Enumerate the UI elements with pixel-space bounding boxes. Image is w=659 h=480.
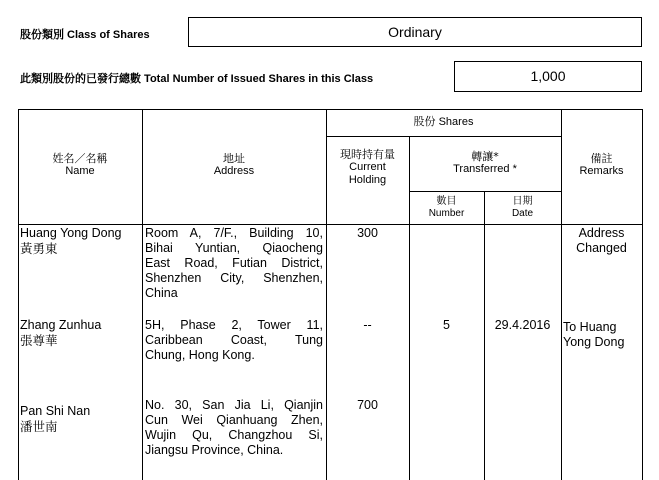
class-of-shares-field: Ordinary bbox=[188, 17, 642, 47]
row-3-current-holding: 700 bbox=[357, 398, 378, 412]
row-1-address bbox=[145, 226, 323, 301]
col-divider-number bbox=[484, 191, 485, 480]
row-1-address-line: Room A, 7/F., Building 10, bbox=[145, 226, 323, 240]
row-1-name bbox=[20, 226, 142, 256]
row-3-address-line: Jiangsu Province, China. bbox=[145, 443, 284, 457]
row-1-remarks-line1: Address bbox=[578, 226, 625, 240]
total-issued-shares-label: 此類別股份的已發行總數 Total Number of Issued Shares in this Class bbox=[20, 73, 374, 85]
row-2-number: 5 bbox=[443, 318, 450, 332]
header-transferred-en: Transferred * bbox=[453, 163, 517, 175]
header-number bbox=[409, 196, 484, 220]
row-1-address-line: China bbox=[145, 286, 178, 300]
header-current-en2: Holding bbox=[348, 174, 387, 186]
table-right-border bbox=[642, 109, 643, 480]
row-1-name-en: Huang Yong Dong bbox=[20, 226, 122, 240]
header-current-en1: Current bbox=[349, 161, 386, 173]
header-current-zh: 現時持有量 bbox=[340, 148, 395, 161]
row-1-name-zh: 黃勇東 bbox=[20, 241, 58, 256]
row-3-name-en: Pan Shi Nan bbox=[20, 404, 91, 418]
row-2-name-en: Zhang Zunhua bbox=[20, 318, 102, 332]
row-1-address-line: Bihai Yuntian, Qiaocheng bbox=[145, 241, 323, 255]
header-remarks-zh: 備註 bbox=[590, 152, 613, 165]
header-address bbox=[142, 152, 326, 178]
row-1-remarks bbox=[561, 226, 642, 256]
row-3-address bbox=[145, 398, 323, 458]
col-divider-current bbox=[409, 136, 410, 480]
header-number-en: Number bbox=[428, 208, 465, 219]
shares-header-divider bbox=[326, 136, 561, 137]
row-2-remarks-line1: To Huang bbox=[563, 320, 617, 334]
row-2-current-holding: -- bbox=[363, 318, 372, 332]
header-transferred bbox=[409, 150, 561, 176]
header-date-zh: 日期 bbox=[512, 196, 533, 207]
table-top-border bbox=[18, 109, 643, 110]
row-2-address-line: Chung, Hong Kong. bbox=[145, 348, 255, 362]
header-date bbox=[484, 196, 561, 220]
header-transferred-zh: 轉讓* bbox=[471, 150, 499, 163]
row-3-address-line: No. 30, San Jia Li, Qianjin bbox=[145, 398, 323, 412]
row-2-address bbox=[145, 318, 323, 363]
header-number-zh: 數目 bbox=[436, 196, 457, 207]
row-1-remarks-line2: Changed bbox=[576, 241, 627, 255]
row-3-address-line: Wujin Qu, Changzhou Si, bbox=[145, 428, 323, 442]
header-remarks-en: Remarks bbox=[579, 165, 624, 177]
header-address-zh: 地址 bbox=[223, 152, 245, 165]
row-3-name-zh: 潘世南 bbox=[20, 419, 58, 434]
row-1-address-line: East Road, Futian District, bbox=[145, 256, 323, 270]
row-2-address-line: Caribbean Coast, Tung bbox=[145, 333, 323, 347]
row-1-address-line: Shenzhen City, Shenzhen, bbox=[145, 271, 323, 285]
row-2-remarks-line2: Yong Dong bbox=[563, 335, 625, 349]
row-3-name bbox=[20, 404, 142, 434]
header-remarks bbox=[561, 152, 642, 178]
header-name-en: Name bbox=[65, 165, 95, 177]
row-2-address-line: 5H, Phase 2, Tower 11, bbox=[145, 318, 323, 332]
row-1-current-holding: 300 bbox=[357, 226, 378, 240]
header-name-zh: 姓名／名稱 bbox=[52, 152, 108, 165]
row-2-name-zh: 張尊華 bbox=[20, 333, 58, 348]
header-bottom-border bbox=[18, 224, 643, 225]
row-2-name bbox=[20, 318, 142, 348]
header-name bbox=[18, 152, 142, 178]
header-current-holding bbox=[326, 148, 409, 187]
row-3-address-line: Cun Wei Qianhuang Zhen, bbox=[145, 413, 323, 427]
header-shares: 股份 Shares bbox=[413, 116, 474, 128]
header-date-en: Date bbox=[511, 208, 534, 219]
class-of-shares-label: 股份類別 Class of Shares bbox=[20, 29, 150, 41]
total-issued-shares-field: 1,000 bbox=[454, 61, 642, 92]
header-address-en: Address bbox=[213, 165, 255, 177]
row-2-date: 29.4.2016 bbox=[494, 318, 551, 332]
row-2-remarks bbox=[563, 320, 642, 350]
transferred-header-divider bbox=[409, 191, 561, 192]
